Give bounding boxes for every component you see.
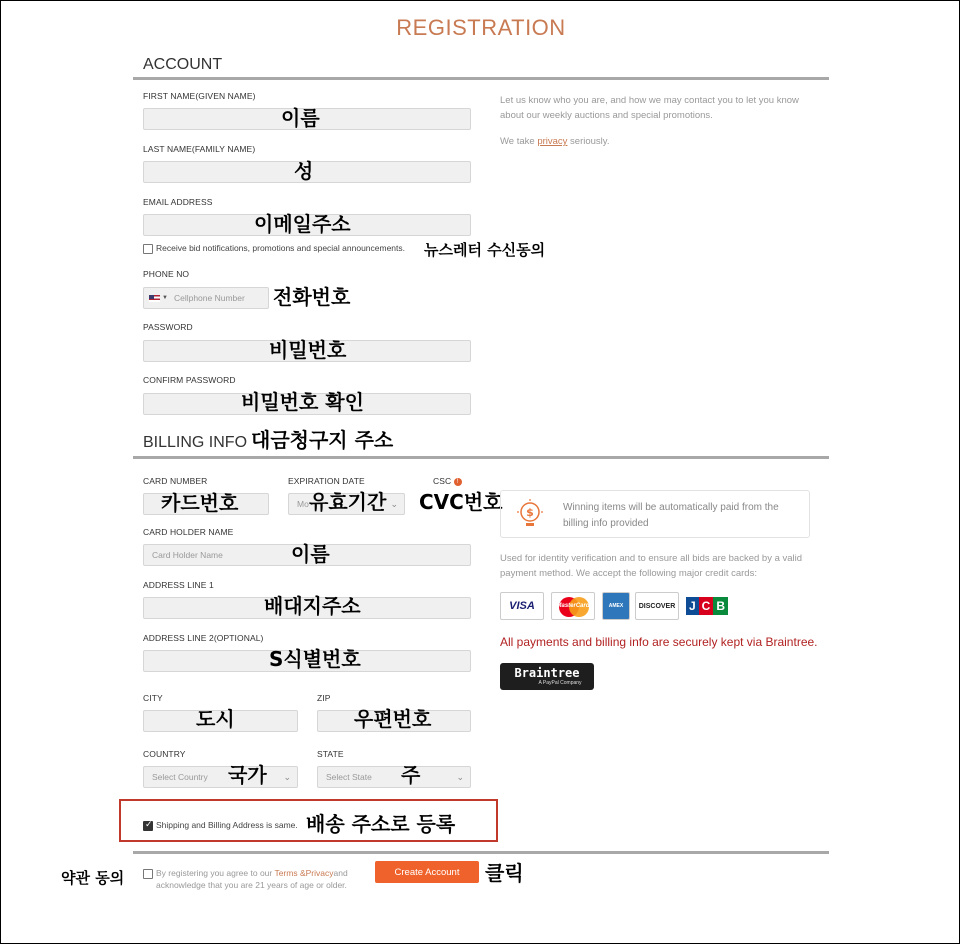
country-select[interactable]: [143, 763, 298, 788]
last-name-note: 성: [294, 159, 314, 183]
csc-label: CSC !: [433, 476, 462, 486]
card-number-label: CARD NUMBER: [143, 476, 208, 486]
notify-note: 뉴스레터 수신동의: [424, 241, 546, 259]
phone-label: PHONE NO: [143, 269, 190, 279]
auto-pay-box: [500, 490, 810, 538]
terms-note: 약관 동의: [61, 869, 125, 887]
country-note: 국가: [228, 763, 267, 787]
terms-link[interactable]: Terms &Privacy: [274, 868, 334, 878]
state-placeholder: Select State: [326, 772, 372, 782]
csc-note: CVC번호: [419, 490, 503, 514]
notify-label: Receive bid notifications, promotions and special announcements.: [156, 243, 406, 253]
state-note: 주: [401, 763, 421, 787]
address2-note: S식별번호: [269, 647, 361, 671]
country-code-caret-icon[interactable]: ▼: [162, 295, 168, 301]
confirm-password-note: 비밀번호 확인: [241, 390, 364, 414]
card-holder-label: CARD HOLDER NAME: [143, 527, 234, 537]
zip-label: ZIP: [317, 693, 331, 703]
secure-text: All payments and billing info are securely kept via Braintree.: [500, 635, 818, 649]
auto-pay-text: Winning items will be automatically paid from the billing info provided: [563, 502, 779, 529]
mastercard-card-icon: MasterCard: [551, 592, 595, 620]
password-note: 비밀번호: [269, 338, 347, 362]
privacy-line: We take privacy seriously.: [500, 136, 610, 147]
same-address-checkbox[interactable]: [143, 821, 153, 831]
braintree-logo: [500, 663, 594, 690]
address2-label: ADDRESS LINE 2(OPTIONAL): [143, 633, 264, 643]
braintree-title: Braintree: [514, 666, 580, 680]
card-number-note: 카드번호: [161, 491, 239, 515]
same-address-label: Shipping and Billing Address is same.: [156, 820, 298, 830]
email-note: 이메일주소: [254, 212, 351, 236]
billing-divider: [133, 456, 829, 459]
password-label: PASSWORD: [143, 322, 193, 332]
billing-heading-note: 대금청구지 주소: [251, 428, 394, 452]
jcb-card-icon: J C B: [687, 592, 727, 620]
expiration-label: EXPIRATION DATE: [288, 476, 365, 486]
jcb-letter-b: B: [713, 597, 728, 615]
braintree-sub: A PayPal Company: [538, 680, 582, 686]
visa-card-icon: VISA: [500, 592, 544, 620]
card-holder-placeholder: Card Holder Name: [152, 550, 223, 560]
us-flag-icon[interactable]: [149, 295, 160, 302]
phone-placeholder: Cellphone Number: [173, 293, 245, 303]
city-note: 도시: [196, 707, 235, 731]
page-title: REGISTRATION: [396, 15, 566, 40]
email-label: EMAIL ADDRESS: [143, 197, 213, 207]
discover-card-icon: DISCOVER: [635, 592, 679, 620]
notify-checkbox[interactable]: [143, 244, 153, 254]
chevron-down-icon: ⌄: [283, 772, 291, 782]
first-name-label: FIRST NAME(GIVEN NAME): [143, 91, 256, 101]
card-holder-note: 이름: [291, 542, 330, 566]
country-label: COUNTRY: [143, 749, 186, 759]
terms-checkbox[interactable]: [143, 869, 153, 879]
address1-label: ADDRESS LINE 1: [143, 580, 214, 590]
state-select[interactable]: [317, 763, 471, 788]
zip-note: 우편번호: [354, 707, 432, 731]
expiration-placeholder: Mo: [297, 499, 309, 509]
chevron-down-icon: ⌄: [456, 772, 464, 782]
confirm-password-label: CONFIRM PASSWORD: [143, 375, 236, 385]
billing-heading: BILLING INFO: [143, 434, 248, 451]
city-label: CITY: [143, 693, 163, 703]
chevron-down-icon: ⌄: [390, 499, 398, 509]
country-placeholder: Select Country: [152, 772, 208, 782]
account-help-text: Let us know who you are, and how we may contact you to let you know about our weekly auctions and special promotions.: [500, 95, 799, 121]
footer-divider: [133, 851, 829, 854]
privacy-link[interactable]: privacy: [537, 136, 568, 147]
state-label: STATE: [317, 749, 344, 759]
account-heading: ACCOUNT: [143, 56, 223, 73]
lightbulb-dollar-icon: [515, 498, 545, 532]
create-account-button[interactable]: Create Account: [375, 861, 479, 883]
same-address-note: 배송 주소로 등록: [306, 812, 456, 836]
terms-text: By registering you agree to our Terms &Privacyand acknowledge that you are 21 years of age or older.: [156, 868, 348, 890]
click-note: 클릭: [485, 861, 524, 885]
phone-note: 전화번호: [273, 285, 351, 309]
last-name-label: LAST NAME(FAMILY NAME): [143, 144, 256, 154]
expiration-note: 유효기간: [309, 490, 387, 514]
first-name-note: 이름: [281, 106, 320, 130]
verification-text: Used for identity verification and to ensure all bids are backed by a valid payment method. We accept the following major credit cards:: [500, 553, 803, 579]
account-divider: [133, 77, 829, 80]
svg-text:$: $: [526, 506, 534, 519]
phone-input[interactable]: [143, 287, 269, 309]
amex-card-icon: AMEX: [602, 592, 630, 620]
address1-note: 배대지주소: [264, 594, 361, 618]
info-icon[interactable]: !: [454, 478, 462, 486]
